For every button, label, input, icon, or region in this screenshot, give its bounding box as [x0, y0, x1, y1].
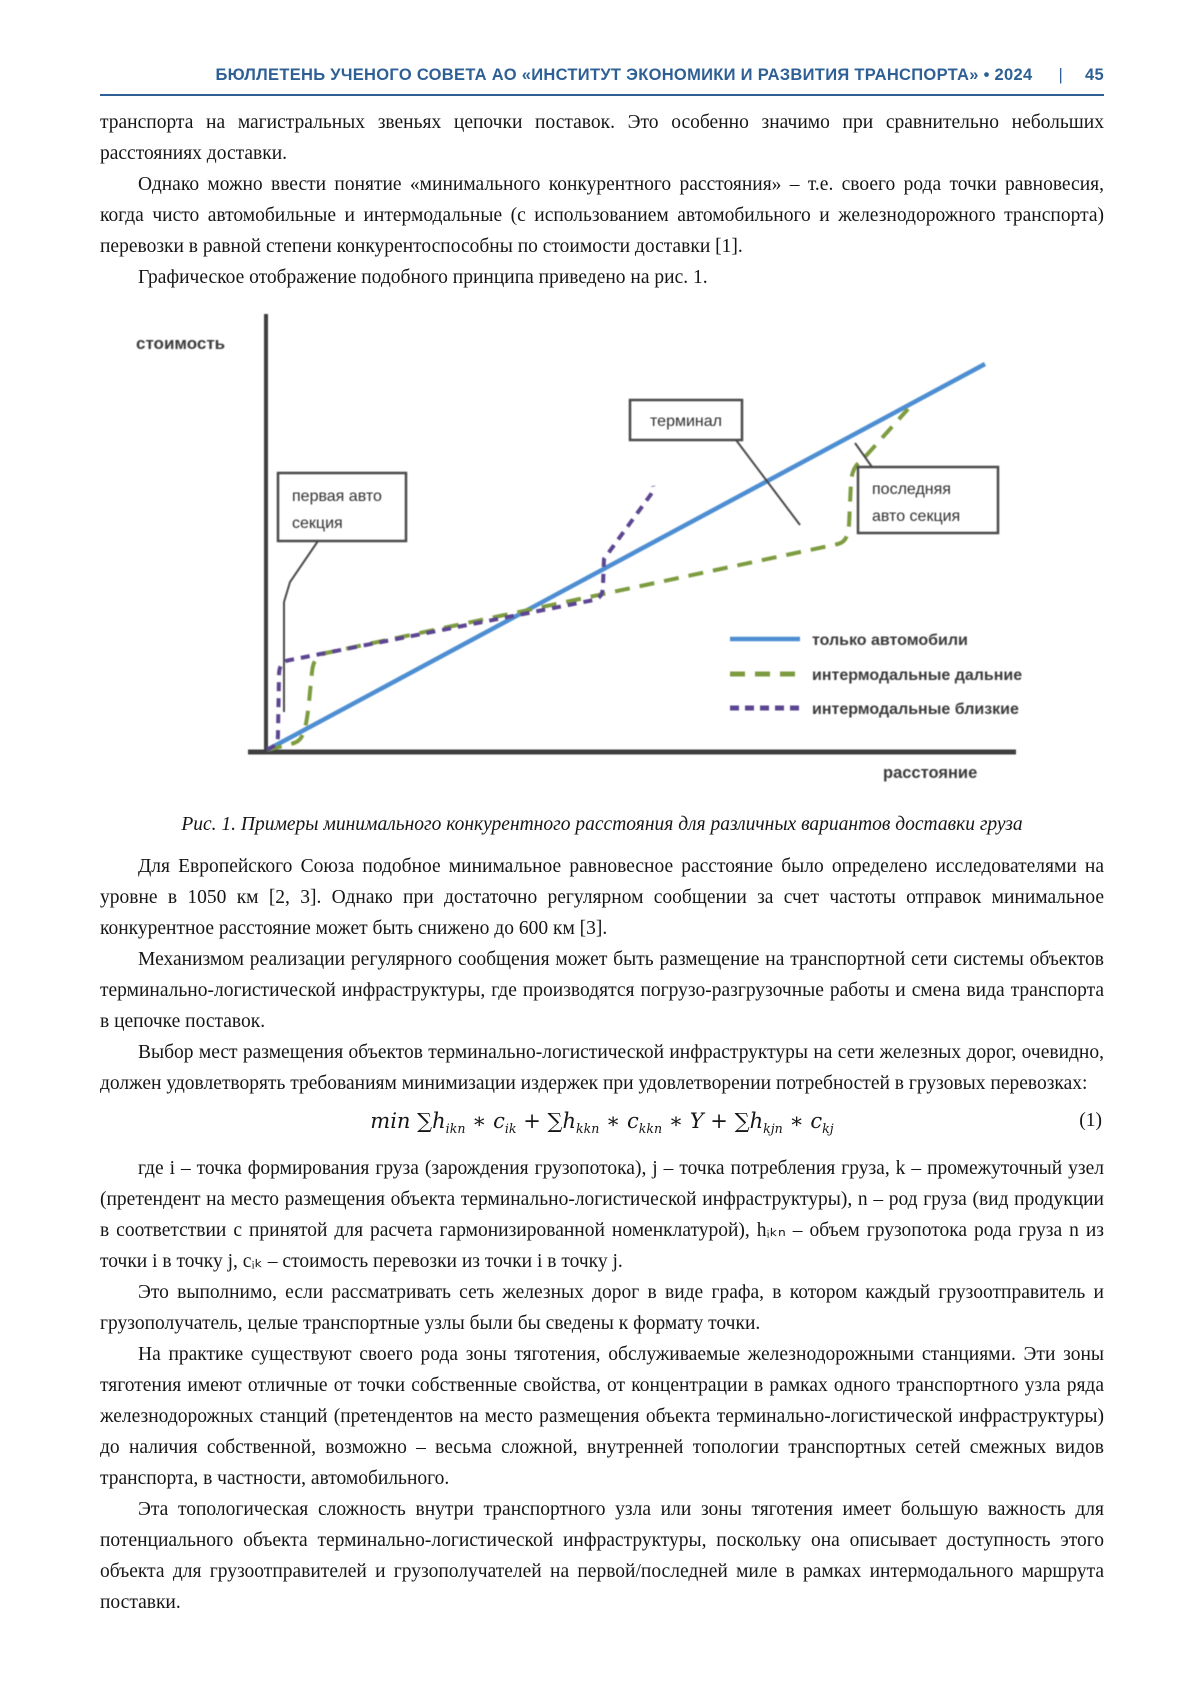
- last-auto-section-label: последняя: [872, 481, 951, 498]
- paragraph: Это выполнимо, если рассматривать сеть железных дорог в виде графа, в котором каждый грузоотправитель и грузополучатель, целые транспортные узлы были бы сведены к формату точки.: [100, 1282, 1104, 1335]
- figure-1-chart: [100, 297, 1100, 787]
- chart-legend: [730, 632, 1022, 718]
- paragraph: Для Европейского Союза подобное минимальное равновесное расстояние было определено исследователями на уровне в 1050 км [2, 3]. Однако при достаточно регулярном сообщении за счет частоты отправок минимальное конкурентное расстояние может быть снижено до 600 км [3].: [100, 856, 1104, 939]
- terminal-label: терминал: [650, 413, 722, 430]
- paragraph: Механизмом реализации регулярного сообщения может быть размещение на транспортной сети системы объектов терминально-логистической инфраструктуры, где производятся погрузо-разгрузочные работы и смена вида транспорта в цепочке поставок.: [100, 949, 1104, 1032]
- series-road-only-line: [267, 364, 985, 750]
- first-auto-section-label: первая авто: [292, 488, 382, 505]
- equation-1-number: (1): [1079, 1110, 1102, 1131]
- terminal-leader: [736, 440, 800, 525]
- x-axis-label: расстояние: [883, 764, 978, 782]
- y-axis-label: стоимость: [136, 334, 226, 353]
- last-auto-section-label: авто секция: [872, 508, 961, 525]
- paragraph: Эта топологическая сложность внутри транспортного узла или зоны тяготения имеет большую важность для потенциального объекта терминально-логистической инфраструктуры, поскольку она описывает доступность этого объекта для грузоотправителей и грузополучателей на первой/последней миле в рамках интермодального маршрута поставки.: [100, 1499, 1104, 1614]
- article-body: [100, 107, 1104, 293]
- first-auto-section-label: секция: [292, 515, 343, 532]
- paragraph: Однако можно ввести понятие «минимального конкурентного расстояния» – т.е. своего рода точки равновесия, когда чисто автомобильные и интермодальные (с использованием автомобильного и железнодорожного транспорта) перевозки в равной степени конкурентоспособны по стоимости доставки [1].: [100, 174, 1104, 257]
- paragraph: Выбор мест размещения объектов терминально-логистической инфраструктуры на сети железных дорог, очевидно, должен удовлетворять требованиям минимизации издержек при удовлетворении потребностей в грузовых перевозках:: [100, 1042, 1104, 1094]
- paragraph: где i – точка формирования груза (зарождения грузопотока), j – точка потребления груза, k – промежуточный узел (претендент на место размещения объекта терминально-логистической инфраструктуры), n – род груза (вид продукции в соответствии с принятой для расчета гармонизированной номенклатурой), hᵢₖₙ – объем грузопотока рода груза n из точки i в точку j, cᵢₖ – стоимость перевозки из точки i в точку j.: [100, 1158, 1104, 1273]
- page-content: [100, 0, 1104, 1618]
- legend-label-intermodal-long: интермодальные дальние: [812, 667, 1023, 684]
- first-auto-section-leader: [284, 541, 318, 712]
- equation-1: [100, 1101, 1104, 1149]
- paragraph: На практике существуют своего рода зоны тяготения, обслуживаемые железнодорожными станциями. Эти зоны тяготения имеют отличные от точки собственные свойства, от концентрации в рамках одного транспортного узла ряда железнодорожных станций (претендентов на место размещения объекта терминально-логистической инфраструктуры) до наличия собственной, возможно – весьма сложной, внутренней топологии транспортных сетей смежных видов транспорта, в частности, автомобильного.: [100, 1344, 1104, 1490]
- legend-label-intermodal-short: интермодальные близкие: [812, 701, 1019, 718]
- journal-title: БЮЛЛЕТЕНЬ УЧЕНОГО СОВЕТА АО «ИНСТИТУТ ЭКОНОМИКИ И РАЗВИТИЯ ТРАНСПОРТА» • 2024: [215, 66, 1033, 84]
- page-number: 45: [1085, 66, 1104, 84]
- header-separator: |: [1058, 66, 1064, 84]
- article-body-continued: [100, 851, 1104, 1618]
- legend-label-road-only: только автомобили: [812, 632, 968, 649]
- paragraph: транспорта на магистральных звеньях цепочки поставок. Это особенно значимо при сравнительно небольших расстояниях доставки.: [100, 112, 1104, 164]
- figure-1-caption: Рис. 1. Примеры минимального конкурентного расстояния для различных вариантов доставки груза: [181, 814, 1023, 835]
- figure-1: [100, 297, 1104, 787]
- paragraph: Графическое отображение подобного принципа приведено на рис. 1.: [138, 267, 708, 288]
- equation-1-expression: $\min \sum h_{ikn}$ ∗ $c_{ik} + \sum h_{kkn}$ ∗ $c_{kkn}$ ∗ $Y + \sum h_{kjn}$ ∗ $c_{kj}$: [370, 1109, 834, 1137]
- page-header: [100, 0, 1104, 85]
- header-rule: [100, 94, 1104, 96]
